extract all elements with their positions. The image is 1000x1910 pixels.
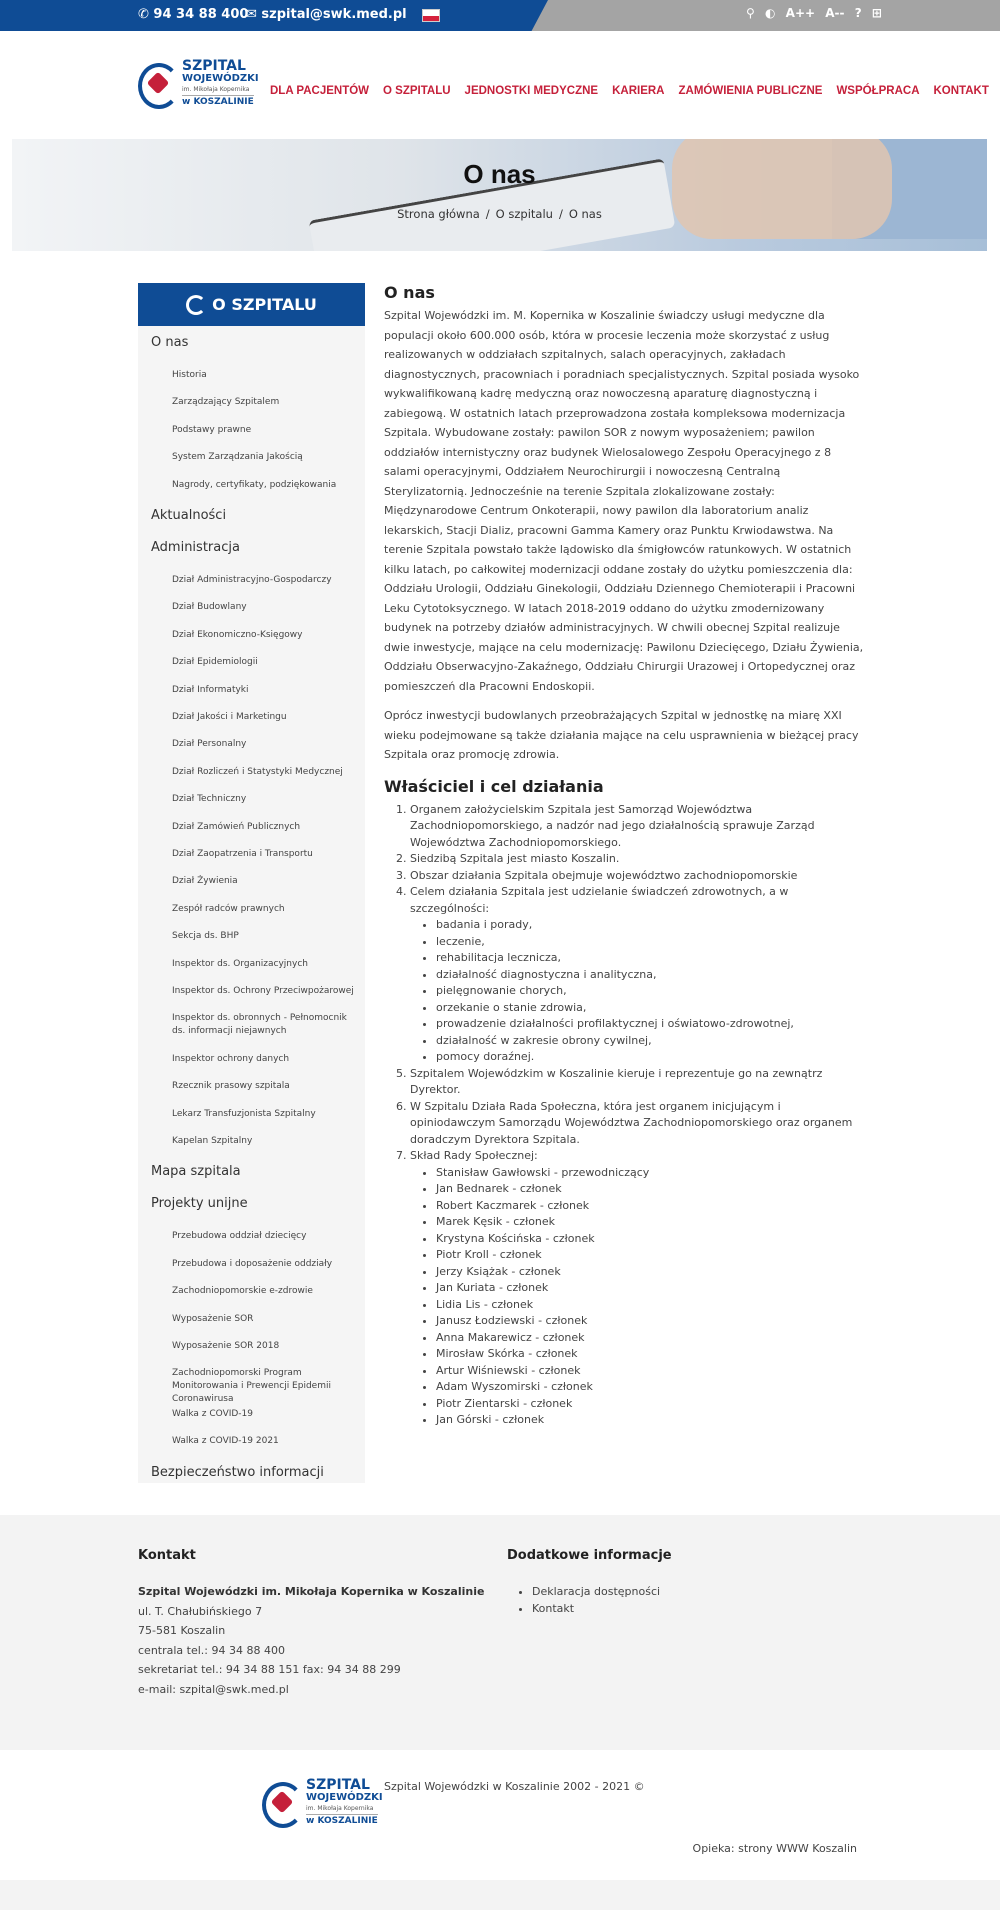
sidebar-sub-link[interactable]: Inspektor ds. Organizacyjnych	[172, 958, 308, 969]
sidebar-sub-link[interactable]: Inspektor ds. Ochrony Przeciwpożarowej	[172, 986, 354, 996]
sidebar-sub-link[interactable]: Przebudowa oddział dziecięcy	[172, 1231, 307, 1242]
sidebar-sub-link[interactable]: System Zarządzania Jakością	[172, 452, 303, 463]
footer-links	[520, 1583, 660, 1617]
contrast-icon[interactable]: ◐	[764, 6, 776, 20]
logo-line-3: im. Mikołaja Kopernika	[182, 86, 250, 93]
hero-banner	[12, 139, 987, 251]
list-item: • leczenie,	[436, 934, 864, 951]
footer	[0, 1515, 1000, 1750]
bottom-bar	[0, 1750, 1000, 1880]
font-decrease-button[interactable]: A--	[825, 6, 845, 20]
bottom-gray-strip	[0, 1880, 1000, 1910]
credits-link[interactable]: Opieka: strony WWW Koszalin	[692, 1842, 857, 1855]
list-item: • Krystyna Kościńska - członek	[436, 1231, 864, 1248]
phone-number: 94 34 88 400	[153, 7, 249, 22]
list-item: 2. Siedzibą Szpitala jest miasto Koszalin.	[410, 851, 864, 868]
logo-line-1: SZPITAL	[306, 1777, 370, 1793]
list-item: • pielęgnowanie chorych,	[436, 983, 864, 1000]
hospital-logo[interactable]	[138, 59, 258, 115]
list-item: • badania i porady,	[436, 917, 864, 934]
logo-line-1: SZPITAL	[182, 58, 246, 74]
list-item: • działalność w zakresie obrony cywilnej,	[436, 1033, 864, 1050]
content-paragraph-2: Oprócz inwestycji budowlanych przeobrażających Szpital w jednostkę na miarę XXI wieku podejmowane są także działania mające na celu usprawnienia w bieżącej pracy Szpitala oraz promocję zdrowia.	[384, 709, 859, 761]
footer-contact-heading: Kontakt	[138, 1548, 196, 1563]
sidebar-header-label: O SZPITALU	[212, 295, 317, 314]
list-item: • Artur Wiśniewski - członek	[436, 1363, 864, 1380]
sidebar-sub-link[interactable]: Kapelan Szpitalny	[172, 1136, 253, 1146]
sidebar-sub-link[interactable]: Walka z COVID-19 2021	[172, 1436, 279, 1447]
sidebar-section-link[interactable]: Aktualności	[151, 508, 227, 523]
sidebar-sub-link[interactable]: Dział Zaopatrzenia i Transportu	[172, 849, 313, 859]
top-bar	[0, 0, 1000, 31]
sidebar-sub-link[interactable]: Zachodniopomorskie e-zdrowie	[172, 1286, 313, 1297]
section-heading-owner: Właściciel i cel działania	[384, 776, 604, 796]
nav-zamowienia-publiczne[interactable]: ZAMÓWIENIA PUBLICZNE	[678, 85, 823, 97]
sidebar-sub-link[interactable]: Podstawy prawne	[172, 424, 252, 435]
sidebar-section-link[interactable]: Mapa szpitala	[151, 1164, 241, 1180]
breadcrumb: Strona główna / O szpitalu / O nas	[397, 207, 602, 221]
sidebar-sub-link[interactable]: Historia	[172, 370, 207, 380]
main-nav	[270, 79, 989, 98]
list-item: • Stanisław Gawłowski - przewodniczący	[436, 1165, 864, 1182]
logo-line-2: WOJEWÓDZKI	[306, 1792, 383, 1803]
list-item: • Jan Bednarek - członek	[436, 1181, 864, 1198]
phone-icon: ✆	[138, 7, 154, 22]
list-item: 5. Szpitalem Wojewódzkim w Koszalinie kieruje i reprezentuje go na zewnątrz Dyrektor.	[410, 1066, 864, 1099]
sidebar-section-link[interactable]: Administracja	[151, 540, 240, 555]
site-header	[0, 31, 1000, 139]
sidebar-sub-link[interactable]: Inspektor ds. obronnych - Pełnomocnik ds. informacji niejawnych	[172, 1013, 347, 1037]
breadcrumb-current: O nas	[568, 207, 602, 221]
breadcrumb-home[interactable]: Strona główna	[397, 207, 480, 221]
page-title: O nas	[463, 159, 536, 189]
list-item: • prowadzenie działalności profilaktycznej i oświatowo-zdrowotnej,	[436, 1016, 864, 1033]
sidebar-sub-link[interactable]: Dział Jakości i Marketingu	[172, 712, 287, 722]
sidebar-sub-link[interactable]: Walka z COVID-19	[172, 1408, 254, 1419]
footer-extra-heading: Dodatkowe informacje	[507, 1548, 672, 1563]
list-item: • Lidia Lis - członek	[436, 1297, 864, 1314]
list-item-text: Celem działania Szpitala jest udzielanie świadczeń zdrowotnych, a w szczególności:	[410, 885, 789, 915]
search-icon[interactable]: ⚲	[746, 6, 755, 20]
sidebar-sub-link[interactable]: Dział Administracyjno-Gospodarczy	[172, 575, 332, 585]
nav-jednostki-medyczne[interactable]: JEDNOSTKI MEDYCZNE	[464, 85, 599, 97]
sidebar-sub-link[interactable]: Dział Personalny	[172, 739, 247, 750]
sidebar-sub-link[interactable]: Rzecznik prasowy szpitala	[172, 1081, 290, 1092]
nav-dla-pacjentow[interactable]: DLA PACJENTÓW	[270, 85, 370, 97]
font-increase-button[interactable]: A++	[785, 6, 816, 20]
list-item: 1. Organem założycielskim Szpitala jest Samorząd Województwa Zachodniopomorskiego, a nadzór nad jego działalnością sprawuje Zarząd Województwa Zachodniopomorskiego.	[410, 802, 864, 852]
sidebar-section-link[interactable]: O nas	[151, 335, 189, 350]
main-content	[384, 283, 864, 1429]
envelope-icon: ✉	[246, 7, 262, 22]
sidebar-sub-link[interactable]: Przebudowa i doposażenie oddziały	[172, 1258, 333, 1269]
footer-city: 75-581 Koszalin	[138, 1624, 226, 1637]
nav-wspolpraca[interactable]: WSPÓŁPRACA	[836, 85, 920, 97]
footer-central-phone: centrala tel.: 94 34 88 400	[138, 1644, 285, 1657]
help-icon[interactable]: ?	[854, 6, 862, 20]
nav-kariera[interactable]: KARIERA	[612, 85, 665, 97]
list-item: • Jerzy Książak - członek	[436, 1264, 864, 1281]
list-item: • Marek Kęsik - członek	[436, 1214, 864, 1231]
list-item-text: Skład Rady Społecznej:	[410, 1149, 538, 1162]
sidebar-sub-link[interactable]: Lekarz Transfuzjonista Szpitalny	[172, 1108, 316, 1119]
footer-link-contact[interactable]: • Kontakt	[532, 1600, 660, 1617]
email-address: szpital@swk.med.pl	[261, 7, 407, 22]
content-paragraph-1: Szpital Wojewódzki im. M. Kopernika w Koszalinie świadczy usługi medyczne dla populacji około 600.000 osób, która w procesie leczenia może skorzystać z usług realizowanych w oddziałach szpitalnych, salach operacyjnych, zakładach diagnostycznych, pracowniach i poradniach specjalistycznych. Szpital posiada wysoko wykwalifikowaną kadrę medyczną oraz nowoczesną aparaturę diagnostyczną i zabiegową. W ostatnich latach przeprowadzona została kompleksowa modernizacja Szpitala. Wybudowane zostały: pawilon SOR z nowym wyposażeniem; pawilon oddziałów internistyczny oraz budynek Wielosalowego Zespołu Operacyjnego z 8 salami operacyjnymi, Oddziałem Neurochirurgii i nowoczesną Centralną Sterylizatornią. Jednocześnie na terenie Szpitala zlokalizowane zostały: Międzynarodowe Centrum Onkoterapii, nowy pawilon dla laboratorium analiz lekarskich, Stacji Dializ, pracowni Gamma Kamery oraz Punktu Krwiodawstwa. Na terenie Szpitala powstało także lądowisko dla śmigłowców ratunkowych. W ostatnich kilku latach, po całkowitej modernizacji oddane zostały do użytku pomieszczenia dla: Oddziału Urologii, Oddziału Ginekologii, Oddziału Dziennego Chemioterapii i Pracowni Leku Cytotoksycznego. W latach 2018-2019 oddano do użytku zmodernizowany budynek na potrzeby działów administracyjnych. W chwili obecnej Szpital realizuje dwie inwestycje, mające na celu modernizację: Pawilonu Dziecięcego, Działu Żywienia, Oddziału Obserwacyjno-Zakaźnego, Oddziału Chirurgii Urazowej i Ortopedycznej oraz pomieszczeń dla Pracowni Endoskopii.	[384, 309, 864, 693]
list-item: • Adam Wyszomirski - członek	[436, 1379, 864, 1396]
sidebar-sub-link[interactable]: Dział Zamówień Publicznych	[172, 821, 301, 832]
footer-street: ul. T. Chałubińskiego 7	[138, 1605, 263, 1618]
footer-hospital-name: Szpital Wojewódzki im. Mikołaja Kopernika w Koszalinie	[138, 1585, 485, 1598]
polish-flag-icon[interactable]	[422, 9, 440, 22]
list-item: • Robert Kaczmarek - członek	[436, 1198, 864, 1215]
sidebar-section-link[interactable]: Bezpieczeństwo informacji	[151, 1464, 324, 1480]
footer-secretariat: sekretariat tel.: 94 34 88 151 fax: 94 34 88 299	[138, 1663, 401, 1676]
sidebar-sub-link[interactable]: Nagrody, certyfikaty, podziękowania	[172, 479, 337, 490]
logo-line-2: WOJEWÓDZKI	[182, 73, 259, 84]
breadcrumb-o-szpitalu[interactable]: O szpitalu	[495, 207, 553, 221]
sidebar-sub-link[interactable]: Sekcja ds. BHP	[172, 931, 239, 942]
sidebar-sub-link[interactable]: Wyposażenie SOR	[172, 1313, 254, 1324]
sidebar-sub-link[interactable]: Dział Rozliczeń i Statystyki Medycznej	[172, 766, 343, 777]
sidebar-sub-link[interactable]: Zespół radców prawnych	[172, 903, 285, 914]
sidebar-sub-link[interactable]: Wyposażenie SOR 2018	[172, 1341, 280, 1351]
sidebar-section-link[interactable]: Projekty unijne	[151, 1196, 248, 1212]
nav-o-szpitalu[interactable]: O SZPITALU	[383, 85, 451, 97]
services-sublist	[410, 917, 864, 1066]
sidebar-header	[138, 283, 365, 326]
sidebar-sub-link[interactable]: Zarządzający Szpitalem	[172, 397, 280, 408]
list-item: • Jan Górski - członek	[436, 1412, 864, 1429]
phone-link[interactable]	[138, 7, 248, 22]
list-item: • orzekanie o stanie zdrowia,	[436, 1000, 864, 1017]
sitemap-icon[interactable]: ⊞	[871, 6, 882, 20]
sidebar-sub-link[interactable]: Dział Ekonomiczno-Księgowy	[172, 629, 303, 640]
sidebar-sub-link[interactable]: Dział Informatyki	[172, 684, 249, 695]
sidebar	[138, 283, 365, 1483]
hospital-logo-icon	[186, 295, 206, 315]
list-item: • Mirosław Skórka - członek	[436, 1346, 864, 1363]
sidebar-sub-link[interactable]: Dział Techniczny	[172, 794, 247, 805]
list-item: • Anna Makarewicz - członek	[436, 1330, 864, 1347]
list-item: • Piotr Zientarski - członek	[436, 1396, 864, 1413]
nav-kontakt[interactable]: KONTAKT	[933, 85, 989, 97]
list-item: • Jan Kuriata - członek	[436, 1280, 864, 1297]
list-item: • działalność diagnostyczna i analityczna,	[436, 967, 864, 984]
sidebar-sub-link[interactable]: Zachodniopomorski Program Monitorowania i Prewencji Epidemii Coronawirusa	[172, 1368, 331, 1405]
logo-line-3: im. Mikołaja Kopernika	[306, 1805, 374, 1812]
list-item: • pomocy doraźnej.	[436, 1049, 864, 1066]
list-item: • rehabilitacja lecznicza,	[436, 950, 864, 967]
logo-line-4: w KOSZALINIE	[306, 1816, 378, 1826]
goals-list	[384, 802, 864, 1429]
sidebar-sub-link[interactable]: Dział Epidemiologii	[172, 657, 258, 668]
content-heading: O nas	[384, 283, 435, 302]
logo-line-4: w KOSZALINIE	[182, 97, 254, 107]
list-item: • Janusz Łodziewski - członek	[436, 1313, 864, 1330]
footer-email: e-mail: szpital@swk.med.pl	[138, 1683, 289, 1696]
copyright: Szpital Wojewódzki w Koszalinie 2002 - 2021 ©	[384, 1780, 645, 1793]
sidebar-sub-link[interactable]: Dział Żywienia	[172, 876, 238, 887]
list-item: 6. W Szpitalu Działa Rada Społeczna, która jest organem inicjującym i opiniodawczym Samorządu Województwa Zachodniopomorskiego oraz organem doradczym Dyrektora Szpitala.	[410, 1099, 864, 1149]
footer-logo[interactable]	[262, 1778, 382, 1834]
sidebar-sub-link[interactable]: Inspektor ochrony danych	[172, 1053, 290, 1064]
list-item	[410, 884, 864, 1066]
accessibility-tools	[746, 6, 888, 20]
email-link[interactable]	[246, 7, 407, 22]
list-item	[410, 1148, 864, 1429]
council-members-list	[410, 1165, 864, 1429]
list-item: 3. Obszar działania Szpitala obejmuje województwo zachodniopomorskie	[410, 868, 864, 885]
sidebar-sub-link[interactable]: Dział Budowlany	[172, 602, 247, 613]
list-item: • Piotr Kroll - członek	[436, 1247, 864, 1264]
footer-link-accessibility[interactable]: • Deklaracja dostępności	[532, 1583, 660, 1600]
